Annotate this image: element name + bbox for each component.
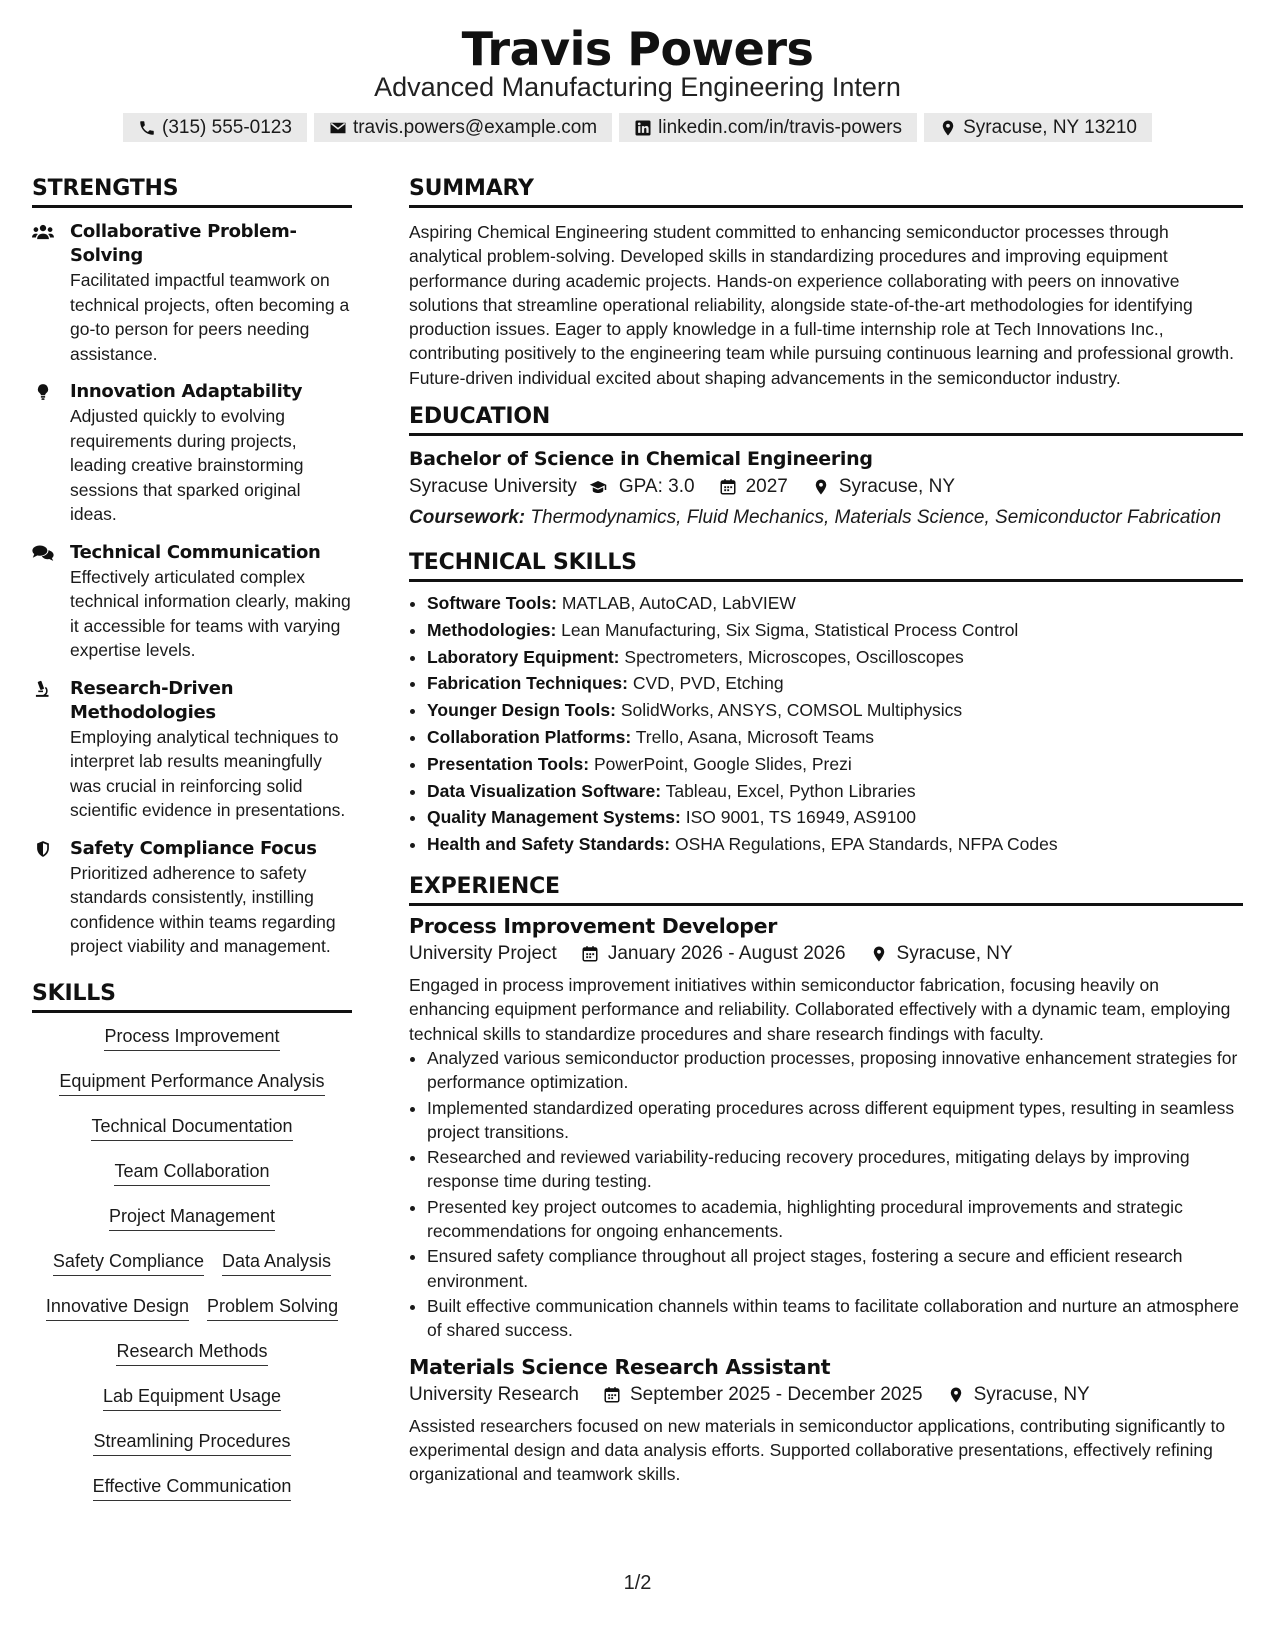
microscope-icon (32, 680, 54, 698)
list-item: • Presented key project outcomes to academia, highlighting procedural improvements and strategic recommendations for ongoing enhancements. (427, 1195, 1243, 1244)
strength-title: Collaborative Problem-Solving (70, 221, 297, 266)
contact-linkedin[interactable] (619, 113, 917, 142)
strength-item (32, 677, 352, 823)
skill-tag: Safety Compliance (53, 1250, 204, 1276)
education-meta (409, 476, 1243, 498)
list-item: • Quality Management Systems: ISO 9001, TS 16949, AS9100 (427, 804, 1243, 831)
technical-skills-heading: TECHNICAL SKILLS (409, 550, 1243, 582)
strength-title: Safety Compliance Focus (70, 837, 317, 859)
contact-location-text: Syracuse, NY 13210 (963, 116, 1137, 138)
job-entry (409, 914, 1243, 1342)
technical-skills-list (409, 590, 1243, 858)
strength-desc: Prioritized adherence to safety standards consistently, instilling confidence within teams regarding project viability and management. (70, 862, 336, 956)
summary-section (409, 176, 1243, 390)
list-item: • Implemented standardized operating procedures across different equipment types, resulting in seamless project transitions. (427, 1096, 1243, 1145)
contact-phone-text: (315) 555-0123 (162, 116, 292, 138)
degree-title: Bachelor of Science in Chemical Engineering (409, 448, 873, 471)
job-meta (409, 1384, 1243, 1406)
linkedin-icon (634, 119, 652, 137)
skills-list (32, 1025, 352, 1501)
strength-desc: Facilitated impactful teamwork on technical projects, often becoming a go-to person for peers needing assistance. (70, 270, 350, 364)
map-pin-icon (947, 1386, 965, 1404)
job-title: Process Improvement Developer (409, 914, 778, 939)
contact-email-text: travis.powers@example.com (352, 116, 598, 138)
users-icon (32, 223, 54, 241)
strength-title: Research-Driven Methodologies (70, 677, 234, 723)
skills-heading: SKILLS (32, 981, 352, 1013)
contact-phone[interactable] (123, 113, 307, 142)
skill-tag: Project Management (109, 1205, 275, 1231)
shield-icon (32, 840, 54, 858)
list-item: • Analyzed various semiconductor production processes, proposing innovative enhancement strategies for performance optimization. (427, 1046, 1243, 1095)
strength-item (32, 541, 352, 663)
education-location: Syracuse, NY (838, 476, 956, 498)
experience-section (409, 874, 1243, 1486)
list-item: • Data Visualization Software: Tableau, Excel, Python Libraries (427, 778, 1243, 805)
experience-heading: EXPERIENCE (409, 874, 1243, 906)
strength-item (32, 380, 352, 527)
map-pin-icon (939, 119, 957, 137)
skill-tag: Research Methods (116, 1340, 267, 1366)
job-description: Engaged in process improvement initiatives within semiconductor fabrication, focusing heavily on enhancing equipment performance and reliability. Collaborated effectively with a dynamic team, employing technical skills to standardize procedures and share research findings with faculty. (409, 975, 1231, 1044)
phone-icon (138, 119, 156, 137)
job-description: Assisted researchers focused on new materials in semiconductor applications, contributing significantly to experimental design and data analysis efforts. Supported collaborative presentations, effectively refining organizational and teamwork skills. (409, 1415, 1226, 1485)
right-column (409, 176, 1243, 1506)
calendar-icon (581, 945, 599, 963)
calendar-icon (603, 1386, 621, 1404)
page-number: 1/2 (623, 1572, 652, 1594)
list-item: • Software Tools: MATLAB, AutoCAD, LabVIEW (427, 590, 1243, 617)
strength-desc: Effectively articulated complex technical information clearly, making it accessible for teams with varying expertise levels. (70, 566, 351, 660)
strength-title: Technical Communication (70, 541, 321, 563)
job-title: Materials Science Research Assistant (409, 1354, 831, 1379)
skill-tag: Effective Communication (93, 1475, 292, 1501)
job-entry (409, 1355, 1243, 1487)
job-bullets (409, 1046, 1243, 1343)
skill-tag: Streamlining Procedures (93, 1430, 290, 1456)
summary-text: Aspiring Chemical Engineering student committed to enhancing semiconductor processes through analytical problem-solving. Developed skills in standardizing procedures and improving equipment performance during academic projects. Hands-on experience collaborating with peers on innovative solutions that streamline operational reliability, alongside state-of-the-art methodologies for identifying production issues. Eager to apply knowledge in a full-time internship role at Tech Innovations Inc., contributing positively to the engineering team while pursuing continuous learning and professional growth. Future-driven individual excited about shaping advancements in the semiconductor industry. (409, 222, 1234, 388)
skill-tag: Innovative Design (46, 1295, 189, 1321)
contact-bar (0, 113, 1275, 142)
contact-email[interactable] (314, 113, 612, 142)
strengths-heading: STRENGTHS (32, 176, 352, 208)
map-pin-icon (870, 945, 888, 963)
list-item: • Fabrication Techniques: CVD, PVD, Etching (427, 670, 1243, 697)
job-org: University Research (409, 1383, 579, 1405)
strength-item (32, 220, 352, 366)
skill-tag: Equipment Performance Analysis (59, 1070, 324, 1096)
list-item: • Built effective communication channels within teams to facilitate collaboration and nurture an atmosphere of shared success. (427, 1294, 1243, 1343)
list-item: • Presentation Tools: PowerPoint, Google Slides, Prezi (427, 751, 1243, 778)
candidate-role: Advanced Manufacturing Engineering Intern (374, 72, 901, 102)
list-item: • Laboratory Equipment: Spectrometers, Microscopes, Oscilloscopes (427, 644, 1243, 671)
envelope-icon (329, 119, 347, 137)
list-item: • Health and Safety Standards: OSHA Regulations, EPA Standards, NFPA Codes (427, 831, 1243, 858)
gpa: GPA: 3.0 (618, 476, 695, 498)
education-section (409, 404, 1243, 530)
calendar-icon (719, 478, 737, 496)
graduation-cap-icon (586, 478, 610, 496)
strength-desc: Adjusted quickly to evolving requirements during projects, leading creative brainstorming sessions that sparked original ideas. (70, 406, 304, 524)
job-location: Syracuse, NY (973, 1383, 1090, 1405)
list-item: • Younger Design Tools: SolidWorks, ANSYS, COMSOL Multiphysics (427, 697, 1243, 724)
job-dates: January 2026 - August 2026 (607, 943, 846, 965)
graduation-year: 2027 (745, 476, 788, 498)
coursework-text: Thermodynamics, Fluid Mechanics, Materials Science, Semiconductor Fabrication (530, 507, 1222, 529)
list-item: • Ensured safety compliance throughout all project stages, fostering a secure and efficient research environment. (427, 1244, 1243, 1293)
skill-tag: Data Analysis (222, 1250, 331, 1276)
lightbulb-icon (32, 383, 54, 401)
list-item: • Methodologies: Lean Manufacturing, Six Sigma, Statistical Process Control (427, 617, 1243, 644)
map-pin-icon (812, 478, 830, 496)
education-heading: EDUCATION (409, 404, 1243, 436)
strength-title: Innovation Adaptability (70, 381, 303, 402)
skill-tag: Process Improvement (104, 1025, 279, 1051)
contact-linkedin-text: linkedin.com/in/travis-powers (658, 116, 903, 138)
skill-tag: Technical Documentation (91, 1115, 292, 1141)
left-column (32, 176, 352, 1501)
skill-tag: Problem Solving (207, 1295, 338, 1321)
comments-icon (32, 544, 54, 562)
job-dates: September 2025 - December 2025 (630, 1383, 923, 1405)
job-location: Syracuse, NY (896, 943, 1013, 965)
contact-location (924, 113, 1152, 142)
summary-heading: SUMMARY (409, 176, 1243, 208)
skill-tag: Lab Equipment Usage (103, 1385, 281, 1411)
list-item: • Researched and reviewed variability-reducing recovery procedures, mitigating delays by improving response time during testing. (427, 1145, 1243, 1194)
job-org: University Project (409, 943, 557, 965)
school-name: Syracuse University (409, 476, 577, 498)
strength-desc: Employing analytical techniques to interpret lab results meaningfully was crucial in reinforcing solid scientific evidence in presentations. (70, 726, 346, 820)
technical-skills-section (409, 550, 1243, 858)
strength-item (32, 837, 352, 959)
candidate-name: Travis Powers (461, 22, 814, 76)
skill-tag: Team Collaboration (114, 1160, 269, 1186)
coursework (409, 506, 1243, 530)
list-item: • Collaboration Platforms: Trello, Asana, Microsoft Teams (427, 724, 1243, 751)
job-meta (409, 943, 1243, 965)
coursework-label: Coursework: (409, 507, 526, 529)
